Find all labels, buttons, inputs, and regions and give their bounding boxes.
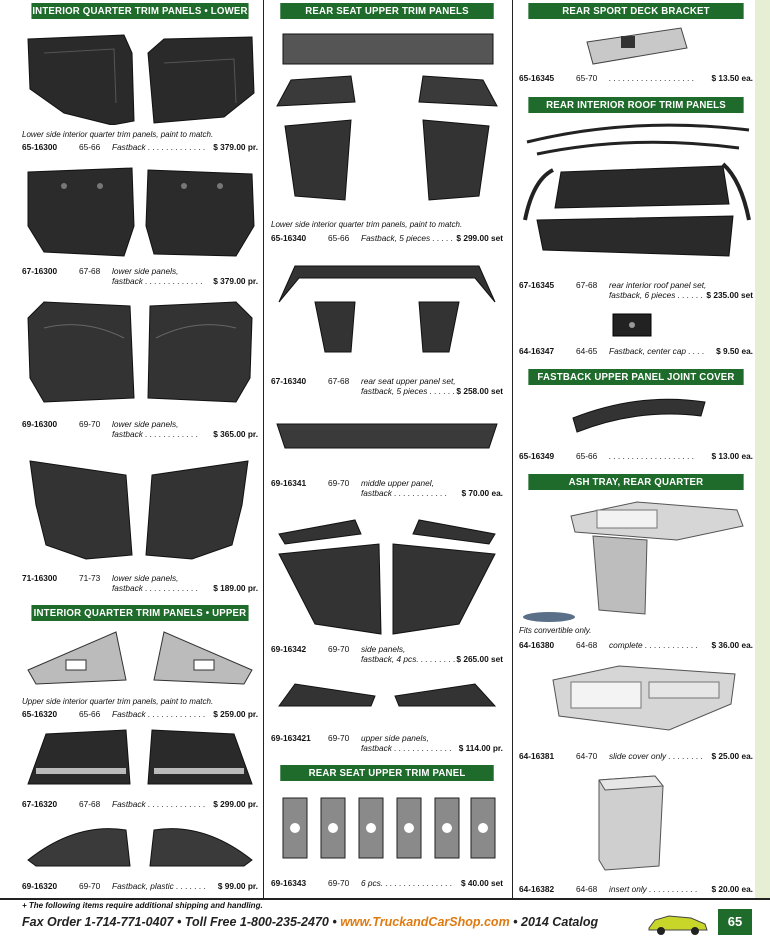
item-price: $ 114.00 pr.	[458, 743, 503, 753]
page-edge-band	[755, 0, 770, 898]
item-price: $ 379.00 pr.	[213, 142, 258, 152]
year-range: 65-66	[576, 451, 598, 461]
fitment-note: Fits convertible only.	[519, 626, 592, 635]
item-price: $ 379.00 pr.	[213, 276, 258, 286]
lower-trim-panel-65-66-image	[24, 33, 256, 125]
year-range: 64-68	[576, 884, 598, 894]
item-price: $ 20.00 ea.	[711, 884, 753, 894]
item-description: fastback, 4 pcs. . . . . . . . .	[361, 654, 456, 664]
item-description: Fastback . . . . . . . . . . . . .	[112, 799, 206, 809]
item-description: slide cover only . . . . . . . .	[609, 751, 704, 761]
item-price: $ 25.00 ea.	[711, 751, 753, 761]
lower-trim-panel-71-73-image	[26, 455, 254, 561]
item-description: middle upper panel,	[361, 478, 434, 488]
rear-seat-upper-panels-65-66-image	[275, 30, 499, 216]
year-range: 64-68	[576, 640, 598, 650]
item-description: insert only . . . . . . . . . . .	[609, 884, 698, 894]
year-range: 69-70	[328, 644, 350, 654]
item-price: $ 258.00 set	[456, 386, 503, 396]
year-range: 69-70	[328, 878, 350, 888]
item-description: Fastback, center cap . . . .	[609, 346, 705, 356]
item-price: $ 299.00 set	[456, 233, 503, 243]
year-range: 69-70	[79, 881, 101, 891]
middle-upper-panel-image	[275, 420, 499, 452]
year-range: 64-70	[576, 751, 598, 761]
item-description: upper side panels,	[361, 733, 429, 743]
part-number: 67-16320	[22, 799, 58, 809]
column-divider	[263, 0, 264, 898]
item-price: $ 189.00 pr.	[213, 583, 258, 593]
item-description: complete . . . . . . . . . . . .	[609, 640, 698, 650]
section-header: FASTBACK UPPER PANEL JOINT COVER	[528, 369, 743, 385]
car-icon	[645, 910, 711, 936]
section-header: INTERIOR QUARTER TRIM PANELS • UPPER	[31, 605, 248, 621]
item-description: lower side panels,	[112, 419, 179, 429]
joint-cover-image	[569, 392, 709, 438]
part-number: 69-16341	[271, 478, 307, 488]
section-header: REAR SEAT UPPER TRIM PANEL BRACKETS	[280, 765, 493, 781]
catalog-item	[519, 280, 753, 300]
year-range: 65-66	[328, 233, 350, 243]
item-price: $ 265.00 set	[456, 654, 503, 664]
part-number: 69-163421	[271, 733, 311, 743]
page-number: 65	[718, 909, 752, 935]
ash-tray-complete-image	[567, 496, 747, 620]
item-price: $ 365.00 pr.	[213, 429, 258, 439]
item-description: lower side panels,	[112, 573, 179, 583]
item-description: Fastback, 5 pieces . . . . .	[361, 233, 454, 243]
section-description: Lower side interior quarter trim panels, paint to match.	[22, 130, 214, 139]
item-description: fastback . . . . . . . . . . . .	[112, 429, 199, 439]
section-header: INTERIOR QUARTER TRIM PANELS • LOWER	[32, 5, 248, 17]
catalog-item	[271, 478, 503, 498]
part-number: 71-16300	[22, 573, 58, 583]
year-range: 67-68	[328, 376, 350, 386]
item-description: side panels,	[361, 644, 406, 654]
lower-trim-panel-69-70-image	[24, 298, 256, 408]
item-description: rear seat upper panel set,	[361, 376, 456, 386]
item-price: $ 13.50 ea.	[711, 73, 753, 83]
item-price: $ 99.00 pr.	[217, 881, 258, 891]
part-number: 65-16345	[519, 73, 555, 83]
upper-trim-panel-67-68-image	[26, 728, 254, 788]
catalog-item	[22, 266, 258, 286]
lower-trim-panel-67-68-image	[24, 166, 256, 260]
item-description: fastback . . . . . . . . . . . .	[361, 488, 448, 498]
oval-badge-icon	[519, 610, 579, 624]
item-price: $ 70.00 ea.	[461, 488, 503, 498]
item-price: $ 13.00 ea.	[711, 451, 753, 461]
section-description: Upper side interior quarter trim panels, paint to match.	[22, 697, 214, 706]
item-description: Fastback . . . . . . . . . . . . .	[112, 142, 206, 152]
catalog-item	[271, 644, 503, 664]
part-number: 69-16342	[271, 644, 307, 654]
year-range: 64-65	[576, 346, 598, 356]
catalog-item	[22, 573, 258, 593]
item-price: $ 9.50 ea.	[716, 346, 753, 356]
upper-side-panels-image	[275, 680, 499, 710]
phone-info: Fax Order 1-714-771-0407 • Toll Free 1-800-235-2470 •	[22, 915, 341, 929]
year-range: 71-73	[79, 573, 101, 583]
item-price: $ 235.00 set	[706, 290, 753, 300]
side-panels-image	[275, 514, 499, 640]
catalog-item	[271, 376, 503, 396]
year-range: 69-70	[328, 733, 350, 743]
section-description: Lower side interior quarter trim panels, paint to match.	[271, 220, 463, 229]
website-link[interactable]: www.TruckandCarShop.com	[340, 915, 510, 929]
item-description: fastback, 6 pieces . . . . . .	[609, 290, 704, 300]
part-number: 65-16340	[271, 233, 307, 243]
item-price: $ 259.00 pr.	[213, 709, 258, 719]
catalog-year: • 2014 Catalog	[509, 915, 599, 929]
section-header: ASH TRAY, REAR QUARTER	[528, 474, 743, 490]
part-number: 65-16320	[22, 709, 58, 719]
upper-trim-panel-69-70-image	[26, 820, 254, 870]
part-number: 64-16347	[519, 346, 555, 356]
rear-seat-upper-panels-67-68-image	[275, 262, 499, 362]
item-description: fastback . . . . . . . . . . . . .	[361, 743, 452, 753]
item-description: . . . . . . . . . . . . . . . . . . .	[609, 451, 695, 461]
upper-trim-panel-65-66-image	[26, 630, 254, 686]
insert-image	[593, 770, 669, 874]
part-number: 64-16381	[519, 751, 555, 761]
item-description: 6 pcs. . . . . . . . . . . . . . . .	[361, 878, 453, 888]
section-header: REAR SEAT UPPER TRIM PANELS	[280, 3, 493, 19]
part-number: 65-16349	[519, 451, 555, 461]
part-number: 67-16345	[519, 280, 555, 290]
sport-deck-bracket-image	[581, 22, 691, 68]
item-price: $ 36.00 ea.	[711, 640, 753, 650]
year-range: 65-66	[79, 142, 101, 152]
item-description: fastback, 5 pieces . . . . . .	[361, 386, 456, 396]
brackets-image	[279, 792, 497, 864]
part-number: 69-16300	[22, 419, 58, 429]
item-price: $ 299.00 pr.	[213, 799, 258, 809]
year-range: 69-70	[79, 419, 101, 429]
part-number: 64-16382	[519, 884, 555, 894]
part-number: 64-16380	[519, 640, 555, 650]
center-cap-image	[609, 310, 655, 340]
year-range: 67-68	[576, 280, 598, 290]
section-header: REAR SPORT DECK BRACKET	[528, 3, 743, 19]
item-price: $ 40.00 set	[461, 878, 503, 888]
item-description: rear interior roof panel set,	[609, 280, 707, 290]
year-range: 65-66	[79, 709, 101, 719]
footer-rule	[0, 898, 770, 900]
part-number: 69-16343	[271, 878, 307, 888]
item-description: . . . . . . . . . . . . . . . . . . .	[609, 73, 695, 83]
catalog-item	[271, 733, 503, 753]
year-range: 67-68	[79, 266, 101, 276]
roof-trim-panels-image	[523, 120, 751, 260]
contact-line	[22, 915, 598, 929]
item-description: fastback . . . . . . . . . . . . .	[112, 276, 203, 286]
item-description: Fastback . . . . . . . . . . . . .	[112, 709, 206, 719]
item-description: fastback . . . . . . . . . . . .	[112, 583, 199, 593]
item-description: lower side panels,	[112, 266, 179, 276]
part-number: 67-16300	[22, 266, 58, 276]
item-description: Fastback, plastic . . . . . . .	[112, 881, 207, 891]
column-divider	[512, 0, 513, 898]
year-range: 67-68	[79, 799, 101, 809]
year-range: 65-70	[576, 73, 598, 83]
part-number: 67-16340	[271, 376, 307, 386]
catalog-item	[22, 419, 258, 439]
part-number: 69-16320	[22, 881, 58, 891]
slide-cover-image	[549, 660, 739, 736]
part-number: 65-16300	[22, 142, 58, 152]
year-range: 69-70	[328, 478, 350, 488]
shipping-note: + The following items require additional shipping and handling.	[22, 901, 263, 910]
section-header: REAR INTERIOR ROOF TRIM PANELS	[528, 97, 743, 113]
